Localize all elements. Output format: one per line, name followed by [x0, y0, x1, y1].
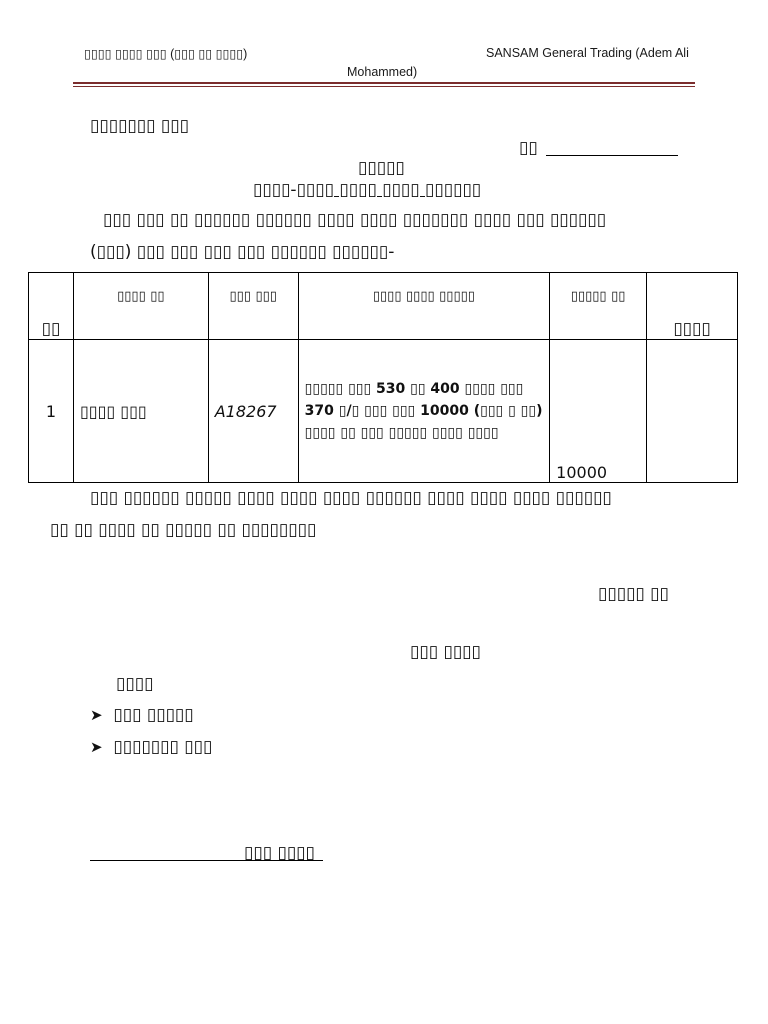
col-header-remark: ▯▯▯▯ — [647, 273, 738, 340]
row-description: ▯▯▯▯▯ ▯▯▯ 530 ▯▯ 400 ▯▯▯▯ ▯▯▯ 370 ▯/▯ ▯▯▯ ▯▯▯ 10000 (▯▯▯ ▯ ▯▯) ▯▯▯▯ ▯▯ ▯▯▯ ▯▯▯▯▯ ▯▯▯▯ ▯▯▯▯ — [298, 340, 549, 483]
subject-prefix: ▯▯▯▯- — [253, 180, 297, 200]
closing-line-1: ▯▯▯ ▯▯▯▯▯▯ ▯▯▯▯▯ ▯▯▯▯ ▯▯▯▯ ▯▯▯▯ ▯▯▯▯▯▯ ▯▯▯▯ ▯▯▯▯ ▯▯▯▯ ▯▯▯▯▯▯ — [90, 488, 612, 508]
header-company-name-cont: Mohammed) — [347, 65, 418, 79]
header-rule-thin — [73, 86, 695, 87]
row-name: ▯▯▯▯ ▯▯▯ — [73, 340, 208, 483]
arrow-bullet-icon: ➤ — [90, 738, 103, 756]
intro-line-2: (▯▯▯) ▯▯▯ ▯▯▯ ▯▯▯ ▯▯▯ ▯▯▯▯▯▯ ▯▯▯▯▯▯- — [90, 242, 395, 262]
signature-name: ▯▯▯ ▯▯▯▯ — [244, 843, 315, 863]
header-left-text: ▯▯▯▯ ▯▯▯▯ ▯▯▯ (▯▯▯ ▯▯ ▯▯▯▯) — [84, 47, 248, 61]
subject-title: ▯▯▯▯▯ — [358, 158, 405, 178]
row-amount: 10000 — [550, 340, 647, 483]
row-no: 1 — [29, 340, 74, 483]
arrow-bullet-icon: ➤ — [90, 706, 103, 724]
subject-line — [253, 180, 481, 200]
header-rule — [73, 82, 695, 84]
signatory-title: ▯▯▯ ▯▯▯▯ — [410, 642, 481, 662]
col-header-no: ▯▯ — [29, 273, 74, 340]
regards: ▯▯▯▯▯ ▯▯ — [598, 584, 669, 604]
col-header-description: ▯▯▯▯ ▯▯▯▯ ▯▯▯▯▯ — [298, 273, 549, 340]
cc-item-label: ▯▯▯▯▯▯▯ ▯▯▯ — [113, 737, 213, 757]
col-header-plate: ▯▯▯ ▯▯▯ — [208, 273, 298, 340]
table-row — [29, 340, 738, 483]
date-label: ▯▯ — [519, 138, 538, 158]
closing-line-2: ▯▯ ▯▯ ▯▯▯▯ ▯▯ ▯▯▯▯▯ ▯▯ ▯▯▯▯▯▯▯▯ — [50, 520, 317, 540]
col-header-amount: ▯▯▯▯▯ ▯▯ — [550, 273, 647, 340]
row-remark — [647, 340, 738, 483]
row-plate: A18267 — [208, 340, 298, 483]
header-company-name: SANSAM General Trading (Adem Ali — [486, 46, 689, 60]
intro-line-1: ▯▯▯ ▯▯▯ ▯▯ ▯▯▯▯▯▯ ▯▯▯▯▯▯ ▯▯▯▯ ▯▯▯▯ ▯▯▯▯▯▯▯ ▯▯▯▯ ▯▯▯ ▯▯▯▯▯▯ — [103, 210, 607, 230]
recipient: ▯▯▯▯▯▯▯ ▯▯▯ — [90, 116, 189, 136]
cc-item-label: ▯▯▯ ▯▯▯▯▯ — [113, 705, 194, 725]
cc-item — [90, 705, 194, 725]
col-header-name: ▯▯▯▯ ▯▯ — [73, 273, 208, 340]
cc-item — [90, 737, 212, 757]
items-table — [28, 272, 738, 483]
cc-title: ▯▯▯▯ — [116, 674, 154, 694]
subject-text: ▯▯▯▯ ▯▯▯▯ ▯▯▯▯ ▯▯▯▯▯▯ — [296, 180, 482, 200]
date-blank-line — [546, 155, 678, 156]
table-header-row — [29, 273, 738, 340]
